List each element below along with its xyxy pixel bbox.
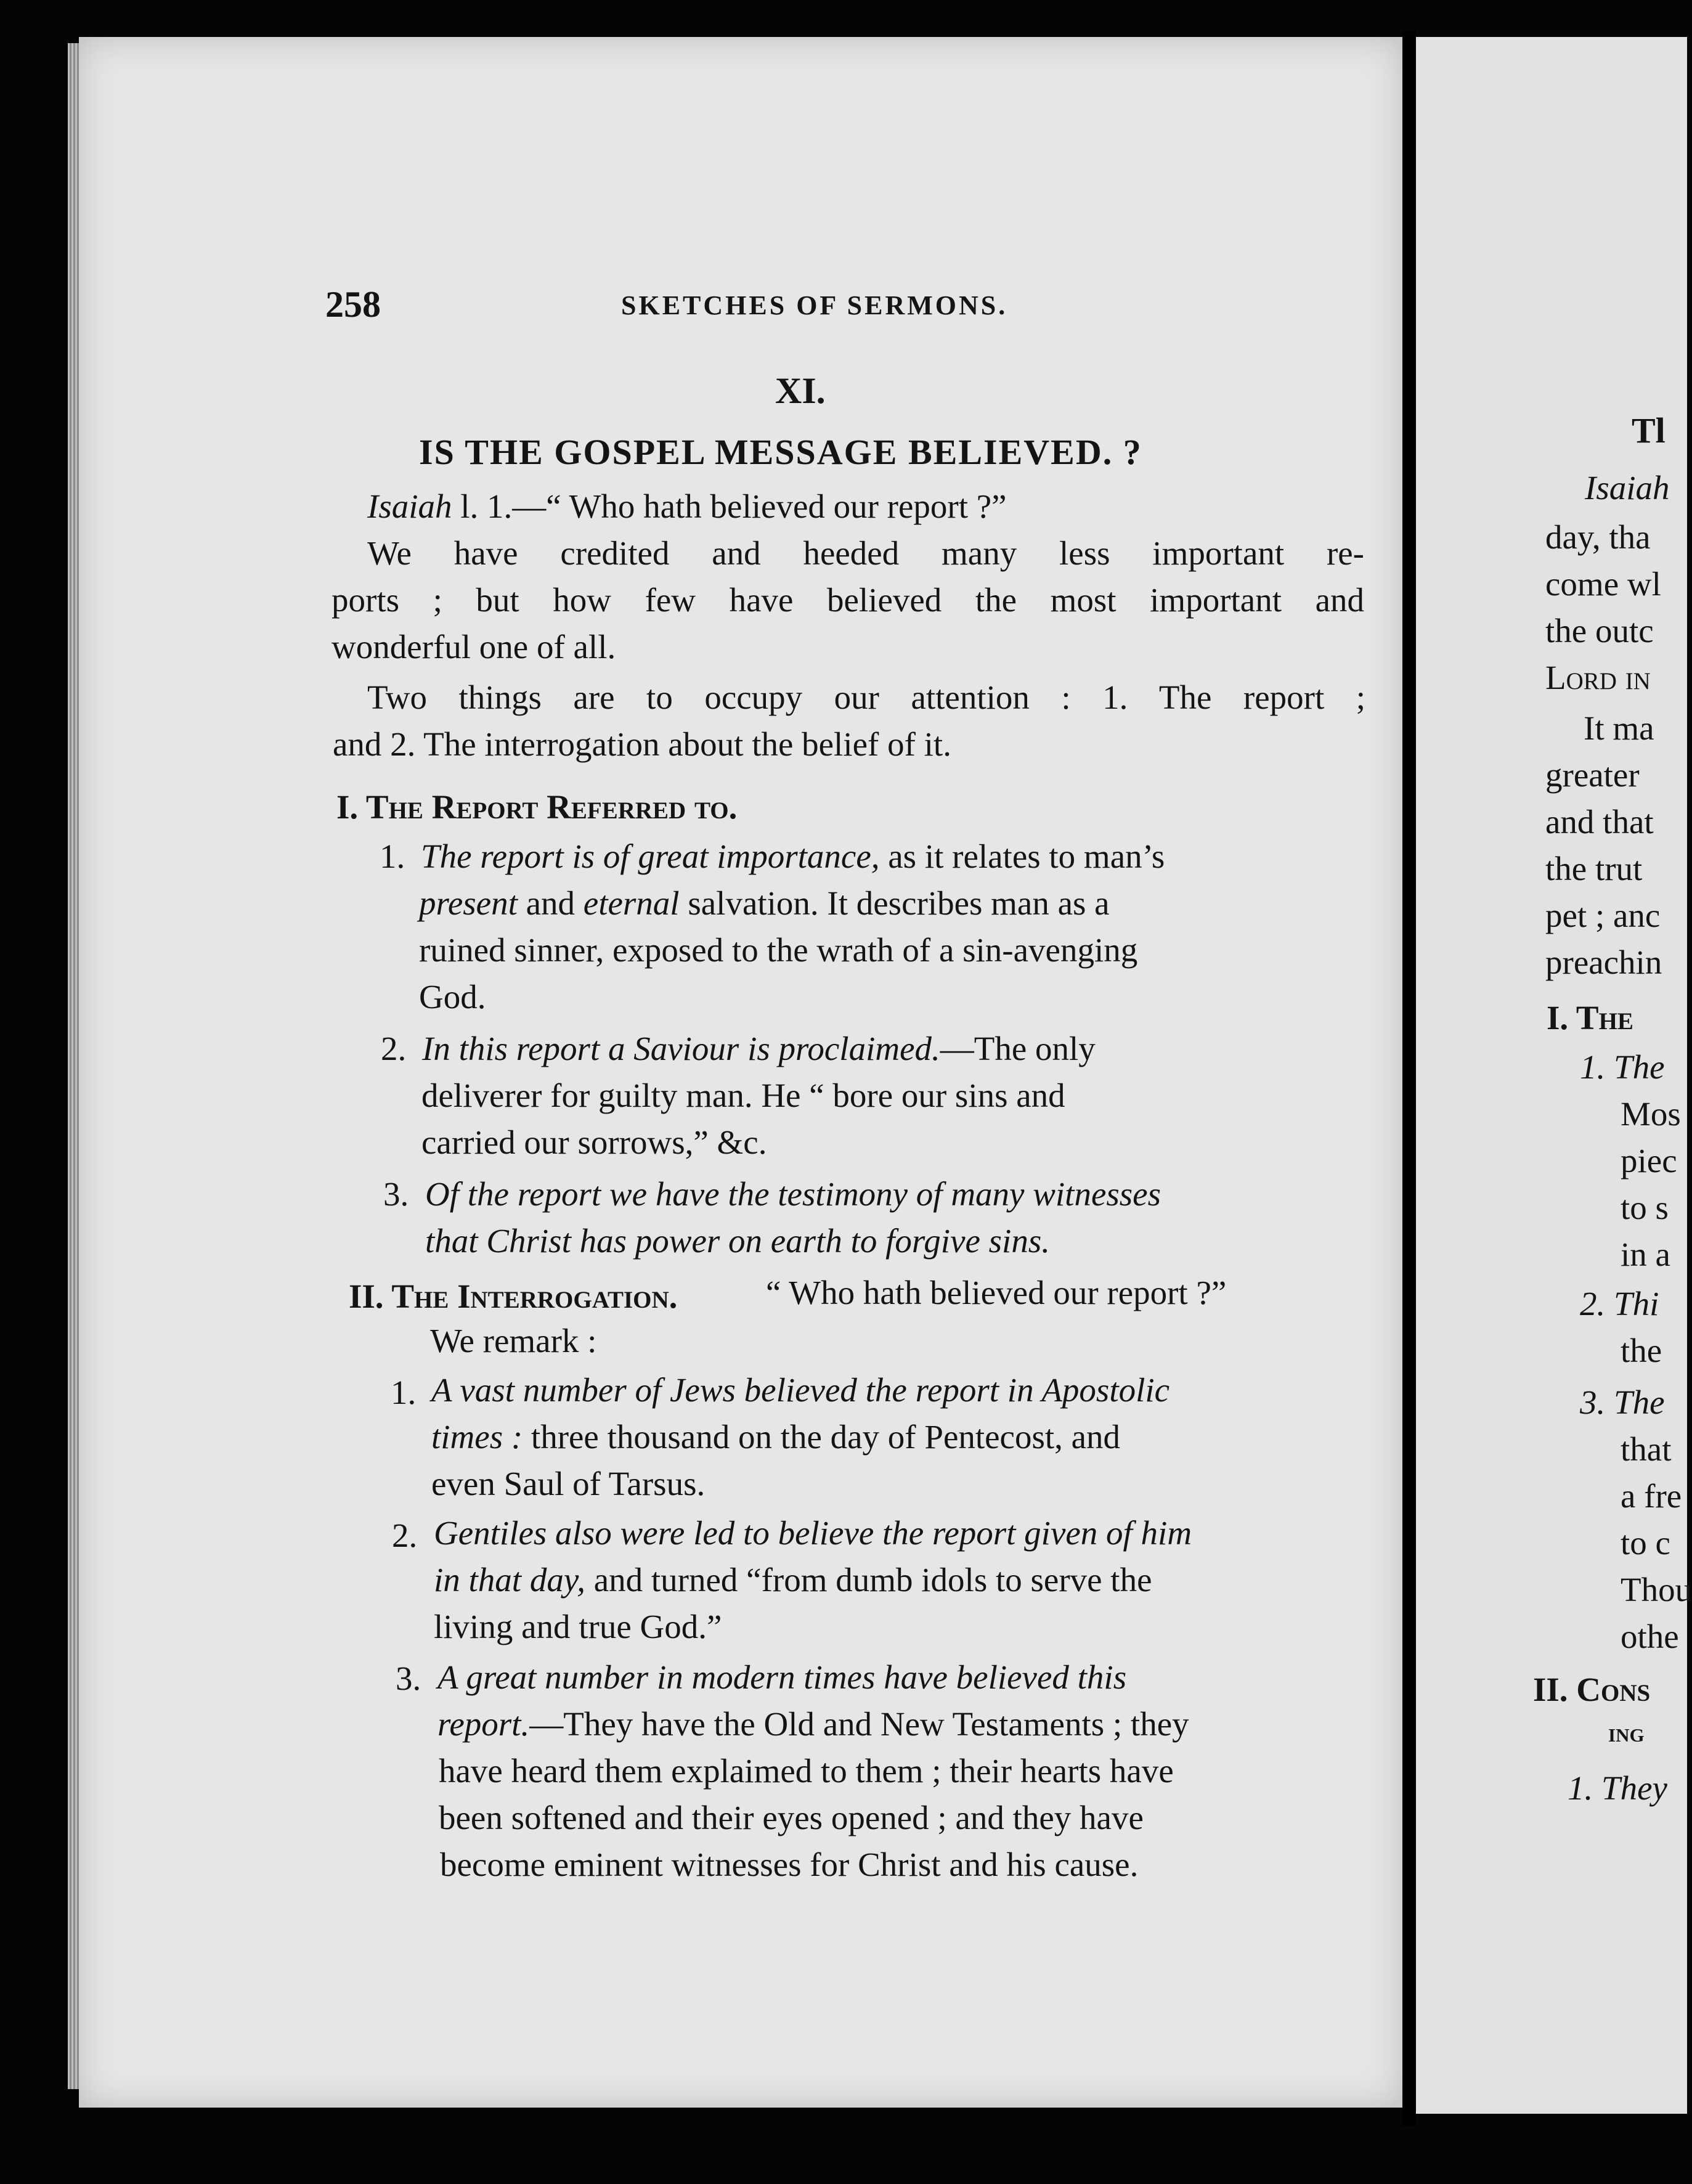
rp-line: the [1621,1332,1662,1369]
sermon-number: XI. [775,370,826,411]
point-2-1-line-1: A vast number of Jews believed the report in Apostolic [431,1371,1170,1409]
point-2-1-line-2: times : three thousand on the day of Pentecost, and [431,1418,1121,1456]
intro-line-1: We have credited and heeded many less important re- [367,534,1364,572]
point-1-3-number: 3. [383,1175,409,1213]
rp-line: Mos [1621,1095,1681,1133]
intro2-line-1: Two things are to occupy our attention : 1. The report ; [367,678,1365,716]
point-1-1-line-2: present and eternal salvation. It describes man as a [419,884,1110,922]
point-2-3-line-3: have heard them explaimed to them ; their hearts have [439,1752,1174,1790]
point-2-1-line-3: even Saul of Tarsus. [431,1465,706,1502]
running-head: SKETCHES OF SERMONS. [621,290,1008,320]
point-2-3-line-4: been softened and their eyes opened ; and they have [439,1799,1144,1836]
point-1-1-number: 1. [380,837,405,875]
rp-line: 1. The [1580,1048,1665,1086]
rp-line: to s [1621,1189,1669,1226]
intro-line-2: ports ; but how few have believed the most important and [331,581,1364,619]
rp-line: ing [1608,1717,1645,1748]
text-reference [367,487,1007,526]
rp-line: Tl [1632,410,1666,450]
point-2-2-line-2: in that day, and turned “from dumb idols to serve the [434,1561,1152,1599]
book-gutter [1402,31,1416,2126]
page-number: 258 [325,284,381,325]
point-1-2-line-3: carried our sorrows,” &c. [421,1123,767,1161]
point-2-2-line-1: Gentiles also were led to believe the report given of him [434,1514,1192,1552]
rp-line: II. Cons [1533,1671,1651,1708]
rp-line: 1. They [1568,1769,1667,1807]
point-1-2-line-1: In this report a Saviour is proclaimed.—The only [422,1030,1096,1067]
point-2-3-number: 3. [396,1660,421,1697]
point-2-2-line-3: living and true God.” [434,1608,722,1645]
rp-line: I. The [1547,999,1633,1037]
section-1-heading: I. The Report Referred to. [336,788,738,826]
section-2-quote: “ Who hath believed our report ?” [766,1274,1227,1311]
point-1-2-number: 2. [381,1030,407,1067]
rp-line: Isaiah [1585,469,1670,507]
point-1-3-line-1: Of the report we have the testimony of many witnesses [425,1175,1161,1213]
rp-line: 3. The [1580,1383,1665,1421]
point-2-3-line-1: A great number in modern times have believed this [437,1658,1127,1696]
section-2-remark: We remark : [430,1322,597,1359]
point-1-2-line-2: deliverer for guilty man. He “ bore our sins and [421,1077,1065,1114]
rp-line: othe [1621,1618,1679,1655]
rp-line: day, tha [1545,518,1651,556]
rp-line: that [1621,1430,1672,1468]
rp-line: to c [1621,1524,1670,1562]
left-page [79,37,1402,2108]
section-2-heading: II. The Interrogation. [349,1277,678,1315]
intro-line-3: wonderful one of all. [331,628,616,666]
rp-line: piec [1621,1142,1677,1180]
text-book: Isaiah [367,487,452,525]
point-1-1-line-4: God. [419,978,486,1016]
rp-line: the outc [1545,612,1654,650]
rp-line: Thou [1621,1571,1692,1608]
text-verse: l. 1.—“ Who hath believed our report ?” [460,487,1007,525]
sermon-title: IS THE GOSPEL MESSAGE BELIEVED. ? [419,432,1142,472]
rp-line: a fre [1621,1477,1682,1515]
point-1-1-line-1: The report is of great importance, as it relates to man’s [421,837,1165,875]
rp-line: Lord in [1545,659,1651,696]
point-1-1-line-3: ruined sinner, exposed to the wrath of a sin-avenging [419,931,1138,969]
rp-line: greater [1545,756,1640,794]
point-2-2-number: 2. [392,1517,418,1554]
rp-line: It ma [1584,709,1654,747]
right-page [1416,37,1692,2114]
rp-line: preachin [1545,943,1662,981]
point-2-3-line-2: report.—They have the Old and New Testaments ; they [437,1705,1189,1743]
rp-line: come wl [1545,565,1661,603]
rp-line: pet ; anc [1545,897,1661,934]
rp-line: and that [1545,803,1654,841]
rp-line: the trut [1545,850,1643,887]
rp-line: 2. Thi [1580,1285,1659,1322]
intro2-line-2: and 2. The interrogation about the belief of it. [333,725,951,763]
point-2-1-number: 1. [391,1374,417,1411]
point-1-3-line-2: that Christ has power on earth to forgive sins. [425,1222,1050,1260]
point-2-3-line-5: become eminent witnesses for Christ and his cause. [440,1846,1139,1883]
rp-line: in a [1621,1236,1670,1273]
